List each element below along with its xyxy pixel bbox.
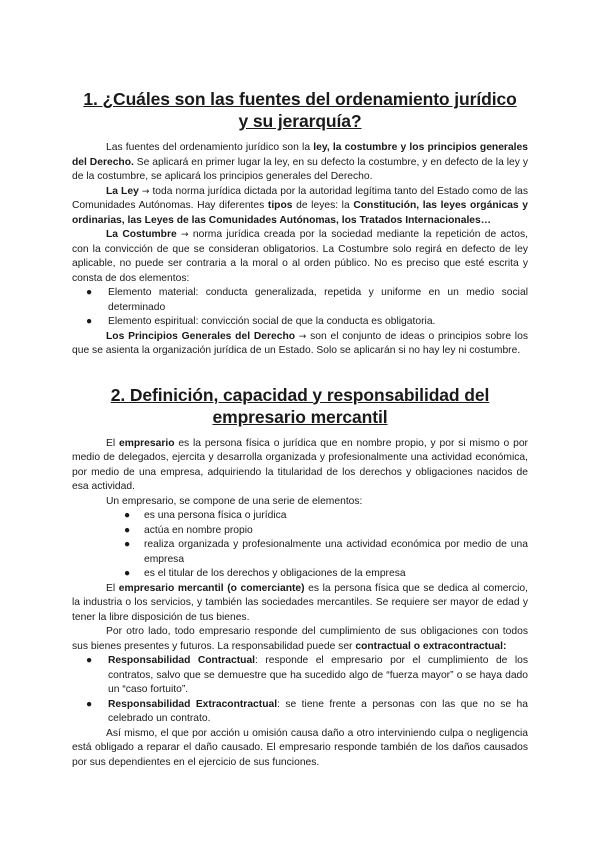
danos-paragraph: Así mismo, el que por acción u omisión causa daño a otro interviniendo culpa o negligencia está obligado a reparar el daño causado. El empresario responde también de los daños causados por sus dependientes en el ejercicio de sus funciones.	[72, 727, 528, 768]
list-item	[72, 315, 528, 330]
text-run: El	[106, 437, 119, 449]
responsabilidad-paragraph	[72, 625, 528, 654]
empresario-elements-list	[72, 509, 528, 582]
list-item-text: Elemento material: conducta generalizada, repetida y uniforme en un medio social determinado	[108, 287, 528, 313]
bullet-icon: ●	[86, 655, 93, 666]
ley-label: La Ley	[106, 185, 139, 197]
section2-title	[72, 384, 528, 428]
bullet-icon: ●	[124, 524, 131, 536]
costumbre-elements-list	[72, 286, 528, 330]
responsabilidad-list	[72, 654, 528, 727]
arrow-icon: →	[181, 230, 189, 240]
arrow-icon: →	[298, 331, 307, 342]
text-run: es la persona física que se dedica al comercio, la industria o los servicios, y también las sociedades mercantiles. Se requiere ser mayor de edad y tener la libre disposición de tus bienes.	[72, 582, 528, 623]
list-item-text: es el titular de los derechos y obligaciones de la empresa	[144, 568, 406, 579]
empresario-paragraph	[72, 437, 528, 495]
list-item-label: Responsabilidad Contractual	[108, 655, 256, 666]
list-item-text: : responde el empresario por el cumplimiento de los contratos, salvo que se demuestre que ha sucedido algo de “fuerza mayor” o se haya dado un “caso fortuito”.	[108, 655, 528, 695]
arrow-icon: →	[141, 186, 150, 197]
bullet-icon: ●	[86, 316, 93, 327]
bullet-icon: ●	[86, 698, 93, 710]
section2-title-line1: 2. Definición, capacidad y responsabilidad del	[110, 384, 490, 405]
list-item-label: Responsabilidad Extracontractual	[108, 698, 278, 710]
mercantil-paragraph	[72, 582, 528, 626]
section2-title-line2: empresario mercantil	[212, 406, 388, 427]
text-run: Las fuentes del ordenamiento jurídico son la	[106, 142, 314, 153]
bold-run: empresario mercantil (o comerciante)	[118, 582, 305, 594]
bold-run: Constitución, las leyes orgánicas y ordinarias, las Leyes de las Comunidades Autónomas, los Tratados Internacionales…	[72, 200, 528, 226]
ley-paragraph	[72, 185, 528, 229]
text-run: Se aplicará en primer lugar la ley, en su defecto la costumbre, y en defecto de la ley y de la costumbre, se aplicará los principios generales del Derecho.	[72, 156, 528, 182]
list-item	[72, 286, 528, 315]
sources-paragraph	[72, 141, 528, 185]
section1-title-line2: y su jerarquía?	[238, 111, 362, 131]
elements-intro: Un empresario, se compone de una serie de elementos:	[106, 495, 363, 507]
costumbre-label: La Costumbre	[106, 229, 177, 240]
list-item	[72, 509, 528, 524]
section1-title-line1: 1. ¿Cuáles son las fuentes del ordenamiento jurídico	[83, 89, 517, 109]
list-item	[72, 654, 528, 698]
bullet-icon: ●	[124, 510, 131, 521]
bold-run: empresario	[118, 437, 175, 449]
bold-run: tipos	[267, 200, 293, 211]
bullet-icon: ●	[124, 539, 131, 550]
text-run: norma jurídica creada por la sociedad mediante la repetición de actos, con la convicción de que se consideran obligatorios. La Costumbre solo regirá en defecto de ley aplicable, no puede ser contraria a la moral o al orden público. No es preciso que esté escrita y consta de dos elementos:	[72, 229, 528, 284]
list-item	[72, 524, 528, 539]
list-item-text: : se tiene frente a personas con las que no se ha celebrado un contrato.	[108, 698, 528, 724]
document-page	[72, 88, 528, 770]
text-run: toda norma jurídica dictada por la autoridad legítima tanto del Estado como de las Comunidades Autónomas. Hay diferentes	[72, 185, 528, 211]
costumbre-paragraph	[72, 228, 528, 286]
principios-paragraph	[72, 330, 528, 359]
list-item	[72, 567, 528, 582]
bullet-icon: ●	[124, 568, 131, 579]
bullet-icon: ●	[86, 287, 93, 298]
list-item-text: realiza organizada y profesionalmente una actividad económica por medio de una empresa	[144, 539, 528, 565]
principios-label: Los Principios Generales del Derecho	[106, 330, 296, 342]
text-run: de leyes: la	[292, 200, 354, 211]
list-item-text: es una persona física o jurídica	[144, 510, 287, 521]
list-item-text: Elemento espiritual: convicción social de que la conducta es obligatoria.	[108, 316, 436, 327]
bold-run: contractual o extracontractual:	[355, 640, 507, 652]
text-run: Por otro lado, todo empresario responde del cumplimiento de sus obligaciones con todos sus bienes presentes y futuros. La responsabilidad puede ser	[72, 626, 528, 652]
bold-run: ley, la costumbre y los principios generales del Derecho.	[72, 142, 528, 168]
text-run: son el conjunto de ideas o principios sobre los que se asienta la organización jurídica de un Estado. Solo se aplicarán si no hay ley ni costumbre.	[72, 330, 528, 356]
list-item-text: actúa en nombre propio	[144, 524, 253, 536]
section1-title	[72, 88, 528, 132]
list-item	[72, 538, 528, 567]
text-run: El	[106, 582, 119, 594]
list-item	[72, 698, 528, 727]
text-run: es la persona física o jurídica que en nombre propio, y por si mismo o por medio de delegados, ejercita y desarrolla organizada y profesionalmente una actividad económica, por medio de una empresa, adquiriendo la titularidad de los derechos y obligaciones nacidos de esa actividad.	[72, 437, 528, 492]
